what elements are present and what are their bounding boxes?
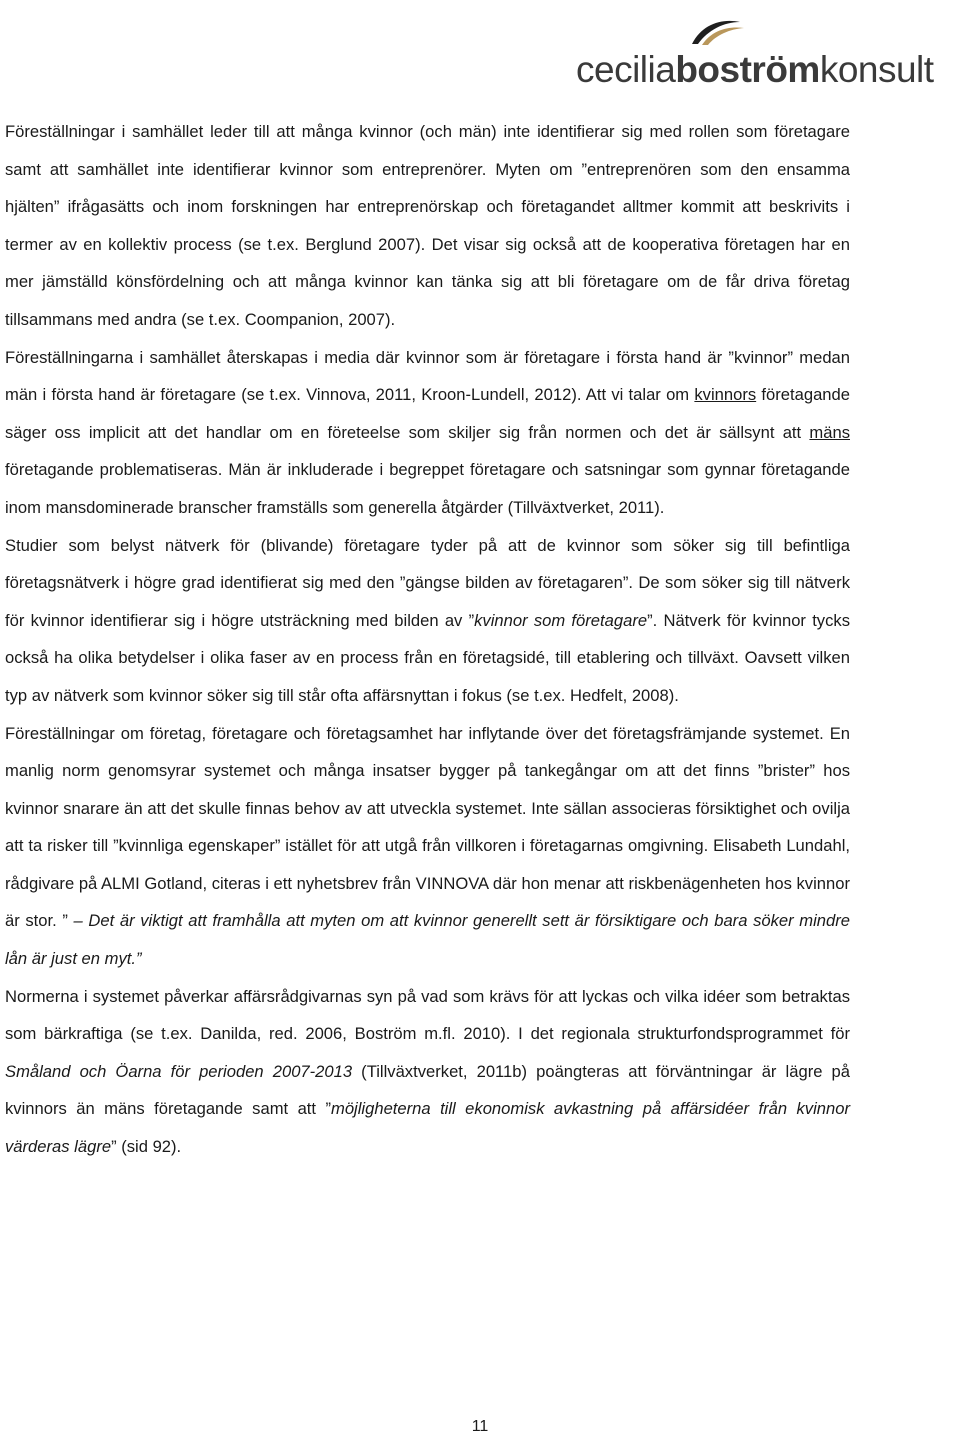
logo-swoosh-icon	[688, 18, 748, 48]
paragraph-segment: ” (sid 92).	[111, 1137, 182, 1157]
paragraph-segment: (Tillväxtverket, 2011b) poängteras att förväntningar är lägre på kvinnors än mäns företagande samt att ”	[5, 1061, 850, 1119]
paragraph-segment: Föreställningar om företag, företagare och företagsamhet har inflytande över det företagsfrämjande systemet. En manlig norm genomsyrar systemet och många insatser bygger på tankegångar om att det finns ”brister” hos kvinnor snarare än att det skulle finnas behov av att utveckla systemet. Inte sällan associeras försiktighet och ovilja att ta risker till ”kvinnliga egenskaper” istället för att utgå från villkoren i företagarnas omgivning. Elisabeth Lundahl, rådgivare på ALMI Gotland, citeras i ett nyhetsbrev från VINNOVA där hon menar att riskbenägenheten hos kvinnor är stor. ”	[5, 723, 850, 931]
paragraph-segment: mäns	[809, 422, 850, 442]
paragraph-segment: Föreställningarna i samhället återskapas i media där kvinnor som är företagare i första hand är ”kvinnor” medan män i första hand är företagare (se t.ex. Vinnova, 2011, Kroon-Lundell, 2012). Att vi talar om	[5, 347, 850, 405]
paragraph-segment: – Det är viktigt att framhålla att myten om att kvinnor generellt sett är försiktigare och bara söker mindre lån är just en myt.”	[5, 911, 850, 969]
paragraph-segment: företagande problematiseras. Män är inkluderade i begreppet företagare och satsningar som gynnar företagande inom mansdominerade branscher framställs som generella åtgärder (Tillväxtverket, 2011).	[5, 460, 850, 517]
paragraph-segment: Småland och Öarna för perioden 2007-2013	[5, 1061, 353, 1081]
logo-text-part: konsult	[819, 49, 934, 90]
body-text	[5, 113, 850, 1166]
logo-text-part: boström	[675, 49, 820, 90]
paragraph	[5, 978, 850, 1166]
paragraph-segment: Studier som belyst nätverk för (blivande) företagare tyder på att de kvinnor som söker sig till befintliga företagsnätverk i högre grad identifierat sig med den ”gängse bilden av företagaren”. De som söker sig till nätverk för kvinnor identifierar sig i högre utsträckning med bilden av ”	[5, 535, 850, 630]
paragraph-segment: kvinnors	[694, 385, 757, 405]
logo-wordmark	[576, 50, 934, 90]
paragraph-segment: möjligheterna till ekonomisk avkastning på affärsidéer från kvinnor värderas lägre	[5, 1099, 850, 1157]
paragraph	[5, 527, 850, 715]
paragraph-segment: företagande säger oss implicit att det handlar om en företeelse som skiljer sig från normen och det är sällsynt att	[5, 385, 850, 442]
paragraph-segment: kvinnor som företagare	[474, 610, 648, 630]
paragraph-segment: Normerna i systemet påverkar affärsrådgivarnas syn på vad som krävs för att lyckas och vilka idéer som betraktas som bärkraftiga (se t.ex. Danilda, red. 2006, Boström m.fl. 2010). I det regionala strukturfondsprogrammet för	[5, 986, 850, 1044]
page-number: 11	[471, 1418, 489, 1435]
company-logo	[576, 18, 936, 96]
paragraph-segment: Föreställningar i samhället leder till att många kvinnor (och män) inte identifierar sig med rollen som företagare samt att samhället inte identifierar kvinnor som entreprenörer. Myten om ”entreprenören som den ensamma hjälten” ifrågasätts och inom forskningen har entreprenörskap och företagandet alltmer kommit att beskrivits i termer av en kollektiv process (se t.ex. Berglund 2007). Det visar sig också att de kooperativa företagen har en mer jämställd könsfördelning och att många kvinnor kan tänka sig att bli företagare om de får driva företag tillsammans med andra (se t.ex. Coompanion, 2007).	[5, 122, 850, 329]
paragraph	[5, 339, 850, 527]
paragraph	[5, 113, 850, 339]
logo-text-part: cecilia	[576, 49, 676, 90]
paragraph	[5, 715, 850, 978]
paragraph-segment: ”. Nätverk för kvinnor tycks också ha olika betydelser i olika faser av en process från en företagsidé, till etablering och tillväxt. Oavsett vilken typ av nätverk som kvinnor söker sig till står ofta affärsnyttan i fokus (se t.ex. Hedfelt, 2008).	[5, 610, 850, 705]
